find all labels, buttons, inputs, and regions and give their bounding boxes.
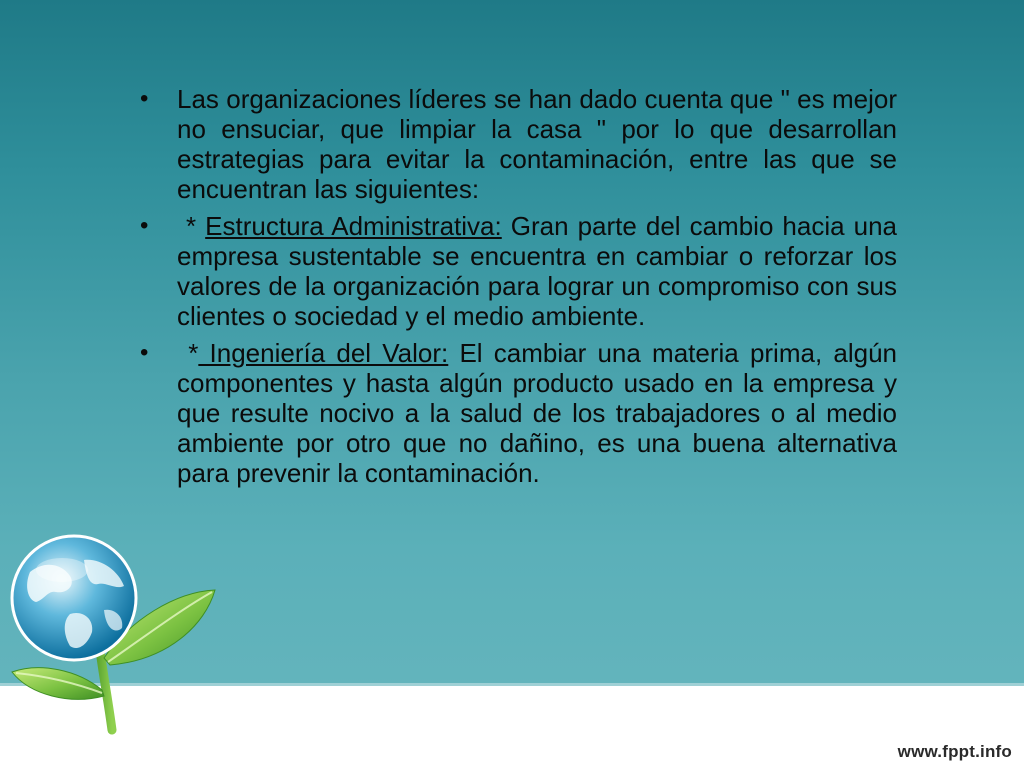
leaf-icon bbox=[12, 668, 104, 700]
globe-icon bbox=[12, 536, 136, 660]
bullet-marker: • bbox=[140, 339, 149, 366]
bullet-body: El cambiar una materia prima, algún componentes y hasta algún producto usado en la empresa y que resulte nocivo a la salud de los trabajadores o al medio ambiente por otro que no dañino, es una buena alternativa para prevenir la contaminación. bbox=[177, 338, 897, 488]
bullet-heading: Estructura Administrativa: bbox=[205, 211, 502, 241]
bullet-item-1 bbox=[140, 84, 897, 204]
globe-plant-graphic bbox=[0, 530, 230, 740]
bullet-marker: • bbox=[140, 85, 149, 112]
bullet-body: Las organizaciones líderes se han dado cuenta que " es mejor no ensuciar, que limpiar la casa " por lo que desarrollan estrategias para evitar la contaminación, entre las que se encuentran las siguientes: bbox=[177, 84, 897, 204]
bullet-item-2 bbox=[140, 211, 897, 331]
bullet-prefix: * bbox=[177, 211, 206, 241]
bullet-item-3 bbox=[140, 338, 897, 488]
footer-url: www.fppt.info bbox=[897, 742, 1012, 761]
bullet-list bbox=[140, 84, 897, 495]
bullet-heading: Ingeniería del Valor: bbox=[198, 338, 449, 368]
bullet-body: Gran parte del cambio hacia una empresa sustentable se encuentra en cambiar o reforzar los valores de la organización para lograr un compromiso con sus clientes o sociedad y el medio ambiente. bbox=[177, 211, 897, 331]
bullet-marker: • bbox=[140, 212, 149, 239]
bullet-prefix: * bbox=[177, 338, 199, 368]
